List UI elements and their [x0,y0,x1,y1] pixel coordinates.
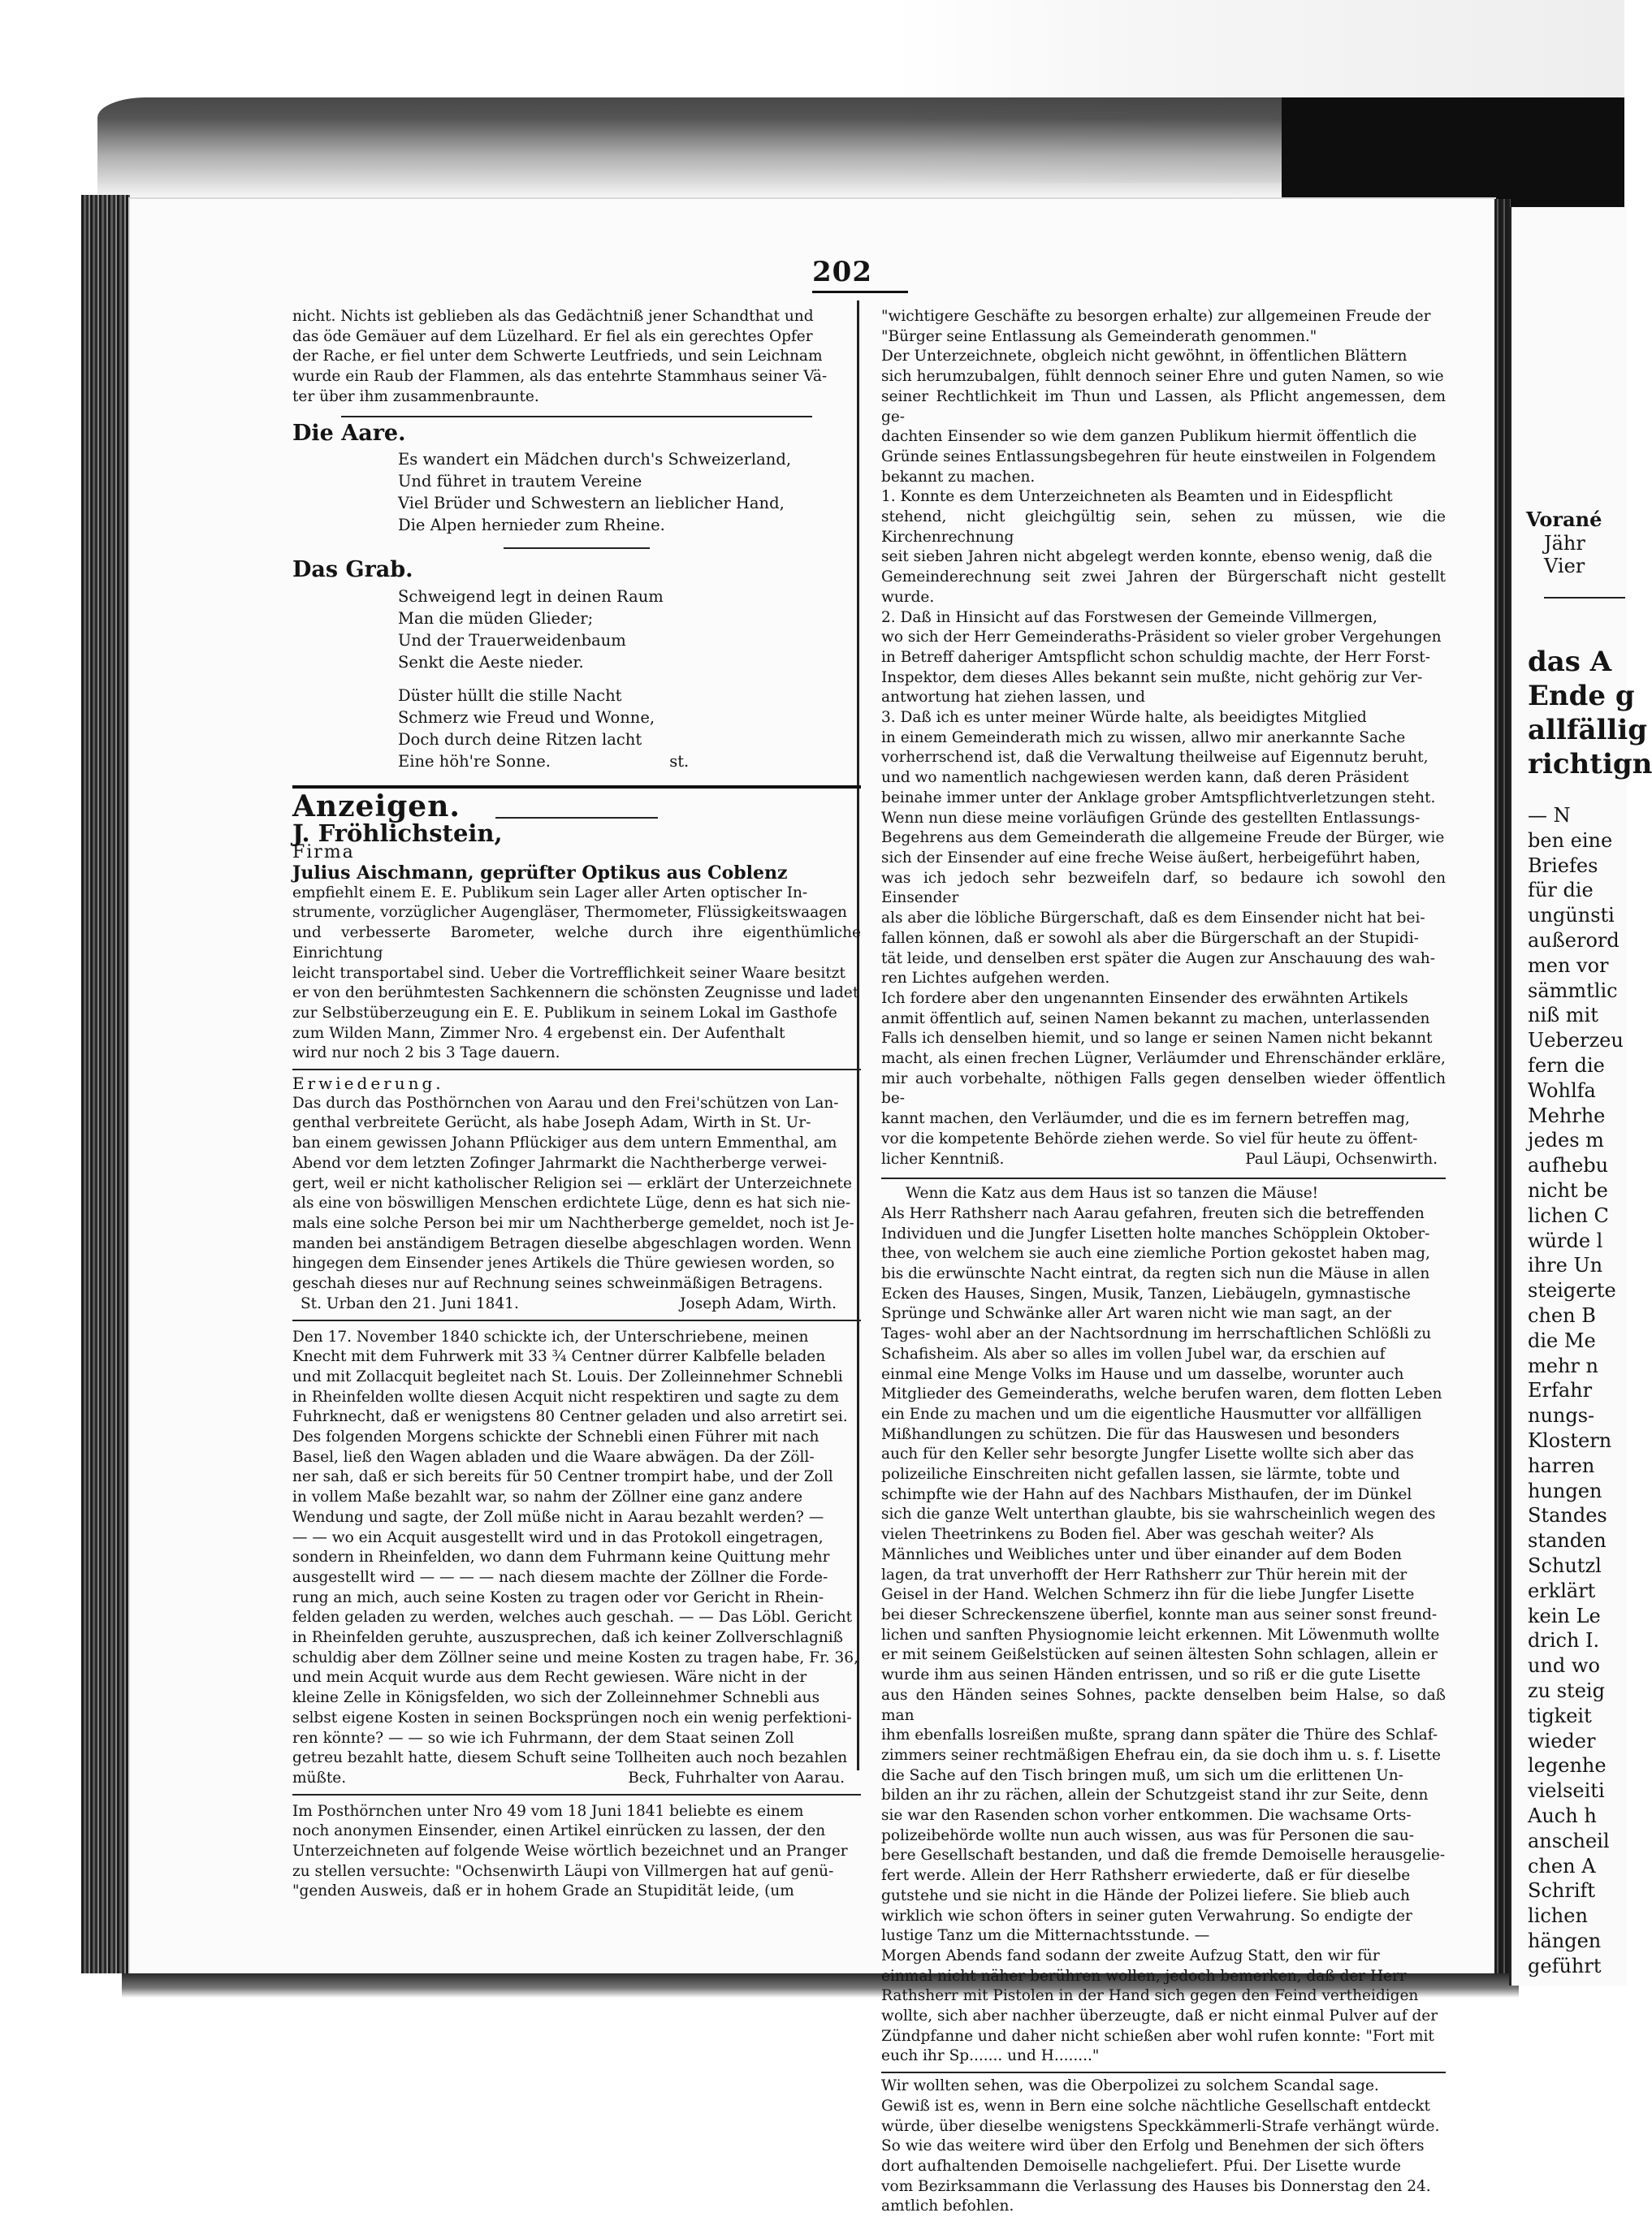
text-line: Sprünge und Schwänke aller Art waren nicht wie man sagt, an der [881,1305,1392,1323]
text-line: geschah dieses nur auf Rechnung seines schweinmäßigen Betragens. [292,1275,824,1293]
text-line: vorherrschend ist, daß die Verwaltung theilweise auf Eigennutz beruht, [881,749,1429,767]
text-line: der Rache, er fiel unter dem Schwerte Leutfrieds, und sein Leichnam [292,348,823,365]
text-line: Gewiß ist es, wenn in Bern eine solche nächtliche Gesellschaft entdeckt [881,2097,1430,2115]
next-page-line: zu steig [1528,1679,1605,1702]
next-page-subheading: Vier [1544,555,1585,577]
next-page-line: außerord [1528,929,1620,952]
text-line: Wendung und sagte, der Zoll müße nicht in Aarau bezahlt werden? — [292,1508,824,1526]
text-line: er mit seinem Geißelstücken auf seinen ältesten Sohn schlagen, allein er [881,1646,1438,1664]
text-line: strumente, vorzüglicher Augengläser, Thermometer, Flüssigkeitswaagen [292,904,847,922]
poem-line: Schmerz wie Freud und Wonne, [398,707,655,727]
next-page-line: harren [1528,1454,1595,1477]
section-rule [341,416,812,417]
text-line: würde, über dieselbe wenigstens Speckkämmerli-Strafe verhängt würde. [881,2117,1440,2135]
next-page-rule [1544,597,1625,599]
text-line: ren könnte? — — so wie ich Fuhrmann, der dem Staat seinen Zoll [292,1729,794,1747]
text-line: sich der Einsender auf eine freche Weise äußert, herbeigeführt haben, [881,849,1421,866]
text-line: 1. Konnte es dem Unterzeichneten als Beamten und in Eidespflicht [881,488,1393,506]
firm-advertisement [292,884,861,1064]
text-line: getreu bezahlt hatte, diesem Schuft seine Tollheiten auch noch bezahlen [292,1749,848,1767]
page-number-rule [812,291,908,293]
text-line: 2. Daß in Hinsicht auf das Forstwesen der Gemeinde Villmergen, [881,608,1377,626]
text-line: sich herumzubalgen, fühlt dennoch seiner Ehre und guten Namen, so wie [881,368,1444,386]
firm-label: Firma [292,842,355,863]
next-page-line: kein Le [1528,1604,1601,1627]
text-line: fert werde. Allein der Herr Rathsherr erwiederte, daß er für dieselbe [881,1867,1411,1885]
book-spine-left [81,195,130,1973]
poem-line: Es wandert ein Mädchen durch's Schweizerland, [398,450,792,469]
poem-line: Schweigend legt in deinen Raum [398,586,664,606]
text-line: Des folgenden Morgens schickte der Schnebli einen Führer mit nach [292,1428,820,1446]
next-page-line: Ueberzeu [1528,1029,1624,1052]
next-page-line: ihre Un [1528,1254,1603,1277]
text-line: seit sieben Jahren nicht abgelegt werden konnte, ebenso wenig, daß die [881,548,1433,566]
next-page-line: Wohlfa [1528,1078,1596,1102]
text-line: einmal eine Menge Volks im Hause und um dasselbe, worunter auch [881,1365,1404,1383]
next-page-line: chen B [1528,1304,1596,1327]
next-page-line: chen A [1528,1854,1596,1878]
text-line: Knecht mit dem Fuhrwerk mit 33 ¾ Centner dürrer Kalbfelle beladen [292,1348,826,1366]
next-page-line: — N [1528,804,1571,827]
text-line: amtlich befohlen. [881,2198,1014,2215]
poem-line: Senkt die Aeste nieder. [398,652,584,672]
poem-grab [292,586,861,772]
text-line: licher Kenntniß. [881,1150,1005,1168]
page-edge-right [1494,199,1511,1977]
text-line: einmal nicht näher berühren wollen, jedoch bemerken, daß der Herr [881,1967,1407,1985]
signature: Beck, Fuhrhalter von Aarau. [628,1769,845,1787]
text-line: in einem Gemeinderath mich zu wissen, allwo mir anerkannte Sache [881,728,1406,746]
next-page-line: Schutzl [1528,1554,1602,1577]
paragraph [881,347,1446,487]
text-line: stehend, nicht gleichgültig sein, sehen zu müssen, wie die Kirchenrechnung [881,508,1446,546]
text-line: empfiehlt einem E. E. Publikum sein Lager aller Arten optischer In- [292,884,808,901]
text-line: als aber die löbliche Bürgerschaft, daß es dem Einsender nicht hat bei- [881,910,1425,927]
ad-rule [881,1178,1446,1179]
poem-line: Viel Brüder und Schwestern an lieblicher Hand, [398,494,785,513]
next-page-line: erklärt [1528,1579,1596,1602]
text-line: mals eine solche Person bei mir um Nachtherberge gemeldet, noch ist Je- [292,1214,854,1232]
next-page-line: niß mit [1528,1004,1598,1027]
text-line: macht, als einen frechen Lügner, Verläumder und Ehrenschänder erkläre, [881,1050,1446,1068]
text-line: polizeibehörde wollte nun auch wissen, aus was für Personen die sau- [881,1826,1414,1844]
poem-line: Doch durch deine Ritzen lacht [398,729,642,749]
beck-last-line [292,1769,861,1789]
text-line: selbst eigene Kosten in seinen Bocksprüngen noch ein wenig perfektioni- [292,1709,852,1726]
signature-line [881,1150,1446,1170]
next-page-line: die Me [1528,1329,1596,1352]
text-line: die Sache auf den Tisch bringen muß, um sich um die erlittenen Un- [881,1766,1403,1784]
erwiederung-text [292,1094,861,1315]
text-line: sich die ganze Welt unterthan glaubte, bis sie wahrscheinlich wegen des [881,1506,1436,1523]
text-line: "Bürger seine Entlassung als Gemeinderath genommen." [881,327,1317,345]
text-line: wird nur noch 2 bis 3 Tage dauern. [292,1044,560,1062]
poem-aare [292,448,861,536]
text-line: zu stellen versuchte: "Ochsenwirth Läupi von Villmergen hat auf genü- [292,1862,834,1880]
signature: Joseph Adam, Wirth. [680,1294,837,1312]
text-line: Mitglieder des Gemeinderaths, welche berufen waren, dem flotten Leben [881,1385,1442,1403]
text-line: beinahe immer unter der Anklage grober Amtspflichtverletzungen steht. [881,789,1436,806]
text-line: Basel, ließ den Wagen abladen und die Waare abwägen. Da der Zöll- [292,1448,815,1466]
intro-paragraph [292,307,861,408]
text-line: lichen und sanften Physiognomie leicht erkennen. Mit Löwenmuth wollte [881,1626,1440,1644]
text-line: Der Unterzeichnete, obgleich nicht gewöhnt, in öffentlichen Blättern [881,348,1408,365]
text-line: Abend vor dem letzten Zofinger Jahrmarkt die Nachtherberge verwei- [292,1154,828,1172]
text-line: 3. Daß ich es unter meiner Würde halte, als beeidigtes Mitglied [881,709,1367,727]
text-line: Wenn nun diese meine vorläufigen Gründe des gestellten Entlassungs- [881,809,1421,827]
text-line: rung an mich, auch seine Kosten zu tragen oder vor Gericht in Rhein- [292,1588,824,1606]
next-page-line: Standes [1528,1504,1607,1528]
next-page-line: aufhebu [1528,1154,1609,1178]
next-page-subheading: Jähr [1544,532,1585,555]
next-page-heading: Vorané [1526,508,1602,531]
page-number: 202 [812,256,872,288]
right-column [881,307,1446,2217]
next-page-line: für die [1528,879,1594,902]
text-line: wollte, sich aber nachher überzeugte, daß er nicht einmal Pulver auf der [881,2007,1438,2025]
next-page-line: fern die [1528,1054,1605,1077]
erwiederung-signature-line [292,1294,861,1315]
next-page-line: lichen C [1528,1204,1609,1227]
next-page-line: vielseiti [1528,1779,1605,1803]
katz-heading: Wenn die Katz aus dem Haus ist so tanzen die Mäuse! [906,1185,1319,1203]
text-line: fallen können, daß er sowohl als aber die Bürgerschaft an der Stupidi- [881,929,1419,947]
ad-rule [292,1794,861,1796]
text-line: lustige Tanz um die Mitternachtsstunde. — [881,1927,1210,1945]
text-line: mir auch vorbehalte, nöthigen Falls gegen denselben wieder öffentlich be- [881,1070,1446,1108]
text-line: So wie das weitere wird über den Erfolg und Benehmen der sich öfters [881,2137,1425,2155]
next-page-line: wieder [1528,1729,1596,1752]
text-line: in Betreff daheriger Amtspflicht schon schuldig machte, der Herr Forst- [881,648,1430,666]
erwiederung-heading: Erwiederung. [292,1074,444,1094]
text-line: Inspektor, dem dieses Alles bekannt sein mußte, nicht gehörig zur Ver- [881,668,1423,686]
text-line: ein Ende zu machen und um die eigentliche Hausmutter vor allfälligen [881,1405,1422,1423]
text-line: "genden Ausweis, daß er in hohem Grade an Stupidität leide, (um [292,1882,794,1900]
text-line: vielen Theetrinkens zu Boden fiel. Aber was geschah weiter? Als [881,1526,1374,1544]
text-line: und verbesserte Barometer, welche durch ihre eigenthümliche Einrichtung [292,924,861,962]
poem-last-line [292,750,861,772]
text-line: kannt machen, den Verläumder, und die es im fernern betreffen mag, [881,1110,1410,1128]
text-line: wo sich der Herr Gemeinderaths-Präsident so vieler grober Vergehungen [881,629,1442,646]
text-line: ausgestellt wird — — — — nach diesem machte der Zöllner die Forde- [292,1568,828,1586]
text-line: Rathsherr mit Pistolen in der Hand sich gegen den Feind vertheidigen [881,1987,1419,2005]
text-line: genthal verbreitete Gerücht, als habe Joseph Adam, Wirth in St. Ur- [292,1114,811,1132]
text-line: Als Herr Rathsherr nach Aarau gefahren, freuten sich die betreffenden [881,1204,1425,1222]
next-page-line: tigkeit [1528,1704,1592,1727]
poem-title: Das Grab. [292,557,413,583]
continuation-quote [881,307,1446,347]
next-page-big-line: Ende g [1528,680,1635,712]
text-line: wirklich wie schon öfters in seiner guten Verwahrung. So endigte der [881,1907,1412,1925]
text-line: sondern in Rheinfelden, wo dann dem Fuhrmann keine Quittung mehr [292,1549,830,1567]
text-line: Geisel in der Hand. Welchen Schmerz ihn für die liebe Jungfer Lisette [881,1586,1415,1604]
next-page-big-line: das A [1528,646,1612,678]
text-line: das öde Gemäuer auf dem Lüzelhard. Er fiel als ein gerechtes Opfer [292,327,813,345]
place-date: St. Urban den 21. Juni 1841. [301,1294,519,1312]
text-line: vor die kompetente Behörde ziehen werde. So viel für heute zu öffent- [881,1130,1418,1147]
text-line: bere Gesellschaft bestanden, und daß die fremde Demoiselle herausgelie- [881,1847,1446,1865]
next-page-line: Erfahr [1528,1379,1593,1402]
next-page-line: men vor [1528,953,1609,977]
text-line: und mein Acquit wurde aus dem Recht gewiesen. Wäre nicht in der [292,1669,807,1687]
left-column [292,307,861,1902]
numbered-item-2 [881,608,1446,709]
text-line: thee, von welchem sie auch eine ziemliche Portion gekostet haben mag, [881,1245,1430,1263]
text-line: Schafisheim. Als aber so alles im vollen Jubel war, da erschien auf [881,1345,1386,1363]
text-line: Männliches und Weibliches unter und über einander auf dem Boden [881,1545,1402,1563]
next-page-line: Auch h [1528,1804,1597,1827]
text-line: tät leide, und denselben erst später die Augen zur Anschauung des wah- [881,949,1435,967]
next-page-line: nicht be [1528,1179,1608,1202]
text-line: wurde ihm aus seinen Händen entrissen, und so riß er die gute Lisette [881,1666,1421,1684]
text-line: ner sah, daß er sich bereits für 50 Centner trompirt habe, und der Zoll [292,1468,833,1486]
text-line: Tages- wohl aber an der Nachtsordnung im herrschaftlichen Schlößli zu [881,1325,1432,1343]
text-line: — — wo ein Acquit ausgestellt wird und in das Protokoll eingetragen, [292,1528,824,1546]
text-line: ihm ebenfalls losreißen mußte, sprang dann später die Thüre des Schlaf- [881,1726,1438,1744]
section-rule-thick [292,785,861,789]
poem-line: Eine höh're Sonne. [398,751,551,771]
katz-article [881,1204,1446,1947]
next-page-line: anscheil [1528,1829,1610,1852]
text-line: zum Wilden Mann, Zimmer Nro. 4 ergebenst ein. Der Aufenthalt [292,1024,785,1042]
poem-signature: st. [669,751,690,771]
next-page-line: hungen [1528,1479,1602,1502]
next-page-line: legenhe [1528,1754,1607,1778]
next-page-line: geführt [1528,1954,1602,1977]
text-line: Gründe seines Entlassungsbegehren für heute einstweilen in Folgendem [881,447,1436,465]
signature: Paul Läupi, Ochsenwirth. [1245,1150,1438,1168]
text-line: als eine von böswilligen Menschen erdichtete Lüge, denn es hat sich nie- [292,1195,851,1212]
text-line: Ich fordere aber den ungenannten Einsender des erwähnten Artikels [881,989,1408,1007]
text-line: Mißhandlungen zu schützen. Die für das Hauswesen und besonders [881,1425,1400,1443]
text-line: bei dieser Schreckenszene überfiel, konnte man aus seiner sonst freund- [881,1606,1438,1623]
text-line: dort aufhaltenden Demoiselle nachgeliefert. Pfui. Der Lisette wurde [881,2157,1401,2175]
text-line: wurde ein Raub der Flammen, als das entehrte Stammhaus seiner Vä- [292,368,828,386]
numbered-item-1 [881,487,1446,607]
text-line: Morgen Abends fand sodann der zweite Aufzug Statt, den wir für [881,1947,1380,1964]
text-line: hingegen dem Einsender jenes Artikels die Thüre gewiesen worden, so [292,1255,835,1273]
posthorn-notice [292,1802,861,1903]
title-rule [495,817,658,819]
text-line: nicht. Nichts ist geblieben als das Gedächtniß jener Schandthat und [292,308,814,325]
next-page-line: würde l [1528,1229,1603,1252]
next-page-line: Briefes [1528,854,1598,877]
poem-line: Man die müden Glieder; [398,608,594,628]
text-line: Zündpfanne und daher nicht schießen aber wohl rufen konnte: "Fort mit [881,2027,1434,2045]
text-line: anmit öffentlich auf, seinen Namen bekannt zu machen, unterlassenden [881,1009,1430,1027]
poem-line: Die Alpen hernieder zum Rheine. [398,516,665,535]
text-line: Fuhrknecht, daß er wenigstens 80 Centner geladen und also arretirt sei. [292,1408,848,1426]
text-line: ren Lichtes aufgehen werden. [881,970,1110,987]
next-page-line: ungünsti [1528,904,1615,927]
ad-rule [292,1320,861,1321]
text-line: bilden an ihr zu rächen, allein der Schutzgeist stand ihr zur Seite, denn [881,1787,1429,1804]
next-page-edge [1509,207,1652,1986]
text-line: was ich jedoch sehr bezweifeln darf, so bedaure ich sowohl den Einsender [881,869,1446,907]
text-line: zimmers seiner rechtmäßigen Ehefrau ein, da sie doch ihm u. s. f. Lisette [881,1746,1441,1764]
text-line: aus den Händen seines Sohnes, packte denselben beim Halse, so daß man [881,1686,1446,1724]
text-line: polizeiliche Einschreiten nicht gefallen lassen, sie lärmte, tobte und [881,1466,1400,1484]
poem-line: Und der Trauerweidenbaum [398,630,626,650]
text-line: schuldig aber dem Zöllner seine und meine Kosten zu tragen habe, Fr. 36, [292,1649,858,1666]
text-line: Wir wollten sehen, was die Oberpolizei zu solchem Scandal sage. [881,2077,1379,2095]
text-line: Den 17. November 1840 schickte ich, der Unterschriebene, meinen [292,1328,809,1346]
morgen-paragraph [881,1947,1446,2067]
text-line: Unterzeichneten auf folgende Weise wörtlich bezeichnet und an Pranger [292,1843,848,1860]
text-line: Individuen und die Jungfer Lisetten holte manches Schöpplein Oktober- [881,1225,1430,1242]
text-line: kleine Zelle in Königsfelden, wo sich der Zolleinnehmer Schnebli aus [292,1689,820,1707]
text-line: Falls ich denselben hiemit, und so lange er seinen Namen nicht bekannt [881,1030,1433,1048]
next-page-line: drich I. [1528,1629,1600,1653]
text-line: ban einem gewissen Johann Pflückiger aus dem untern Emmenthal, am [292,1134,837,1152]
text-line: leicht transportabel sind. Ueber die Vortrefflichkeit seiner Waare besitzt [292,964,845,982]
next-page-line: sämmtlic [1528,979,1618,1002]
text-line: Gemeinderechnung seit zwei Jahren der Bürgerschaft nicht gestellt wurde. [881,568,1446,606]
text-line: und mit Zollacquit begleitet nach St. Louis. Der Zolleinnehmer Schnebli [292,1368,843,1385]
text-line: auch für den Keller sehr besorgte Jungfer Lisette wollte sich aber das [881,1446,1414,1463]
text-line: gert, weil er nicht katholischer Religion sei — erklärt der Unterzeichnete [292,1174,852,1192]
poem-line: Und führet in trautem Vereine [398,472,642,491]
text-line: er von den berühmtesten Sachkennern die schönsten Zeugnisse und ladet [292,984,859,1002]
next-page-line: Klostern [1528,1429,1612,1452]
next-page-line: jedes m [1528,1129,1604,1152]
next-page-big-line: allfällig [1528,714,1648,746]
closing-paragraph [881,2077,1446,2217]
ad-rule [292,1069,861,1070]
next-page-line: und wo [1528,1654,1600,1678]
ad-rule [881,2072,1446,2073]
firm-owner: Julius Aischmann, geprüfter Optikus aus Coblenz [292,862,788,884]
text-line: in vollem Maße bezahlt war, so nahm der Zöllner eine ganz andere [292,1489,803,1506]
next-page-line: Mehrhe [1528,1104,1606,1127]
paragraph [881,989,1446,1169]
next-page-line: lichen [1528,1904,1588,1928]
text-line: Ecken des Hauses, Singen, Musik, Tanzen, Liebäugeln, gymnastische [881,1285,1411,1303]
text-line: antwortung hat ziehen lassen, und [881,689,1145,707]
text-line: Begehrens aus dem Gemeinderath die allgemeine Freude der Bürger, wie [881,829,1445,847]
text-line: dachten Einsender so wie dem ganzen Publikum hiermit öffentlich die [881,428,1417,446]
text-line: gutstehe und sie nicht in die Hände der Polizei liefere. Sie blieb auch [881,1886,1410,1904]
next-page-line: Schrift [1528,1879,1596,1903]
text-line: und wo namentlich nachgewiesen werden kann, daß deren Präsident [881,769,1409,787]
text-line: sie war den Rasenden schon vorher entkommen. Die wachsame Orts- [881,1807,1412,1825]
text-line: ter über ihm zusammenbraunte. [292,387,539,405]
text-line: vom Bezirksammann die Verlassung des Hauses bis Donnerstag den 24. [881,2177,1431,2195]
ads-title: Anzeigen. [292,789,461,823]
text-line: bis die erwünschte Nacht eintrat, da regten sich nun die Mäuse in allen [881,1265,1430,1283]
text-line: manden bei anständigem Betragen dieselbe abgeschlagen worden. Wenn [292,1234,852,1252]
text-line: in Rheinfelden wollte diesen Acquit nicht respektiren und sagte zu dem [292,1388,840,1406]
poem-title: Die Aare. [292,420,406,446]
text-line: in Rheinfelden geruhte, auszusprechen, daß ich keiner Zollverschlagniß [292,1629,844,1647]
numbered-item-3 [881,708,1446,809]
next-page-line: ben eine [1528,828,1613,852]
text-line: Im Posthörnchen unter Nro 49 vom 18 Juni 1841 beliebte es einem [292,1802,804,1820]
next-page-line: steigerte [1528,1279,1616,1303]
beck-notice [292,1328,861,1789]
text-line: felden geladen zu werden, welches auch geschah. — — Das Löbl. Gericht [292,1609,853,1627]
next-page-line: standen [1528,1529,1607,1553]
text-line: schimpfte wie der Hahn auf des Nachbars Misthaufen, der im Dünkel [881,1485,1412,1503]
text-line: bekannt zu machen. [881,468,1036,486]
poem-line: Düster hüllt die stille Nacht [398,685,622,705]
next-page-line: mehr n [1528,1354,1598,1377]
text-line: Das durch das Posthörnchen von Aarau und den Frei'schützen von Lan- [292,1094,839,1112]
text-line: lagen, da trat unverhofft der Herr Rathsherr zur Thür herein mit der [881,1566,1408,1584]
paragraph [881,809,1446,989]
text-line: noch anonymen Einsender, einen Artikel einrücken zu lassen, der den [292,1822,826,1840]
text-line: müßte. [292,1769,347,1787]
next-page-line: hängen [1528,1930,1602,1952]
text-line: "wichtigere Geschäfte zu besorgen erhalte) zur allgemeinen Freude der [881,308,1431,325]
next-page-big-line: richtign [1528,748,1652,780]
text-line: seiner Rechtlichkeit im Thun und Lassen, als Pflicht angemessen, dem ge- [881,387,1446,426]
next-page-line: nungs- [1528,1404,1595,1428]
firm-name: J. Fröhlichstein, [292,819,503,847]
poem-separator [504,547,650,549]
text-line: zur Selbstüberzeugung ein E. E. Publikum in seinem Lokal im Gasthofe [292,1004,837,1022]
text-line: euch ihr Sp....... und H........" [881,2047,1100,2065]
